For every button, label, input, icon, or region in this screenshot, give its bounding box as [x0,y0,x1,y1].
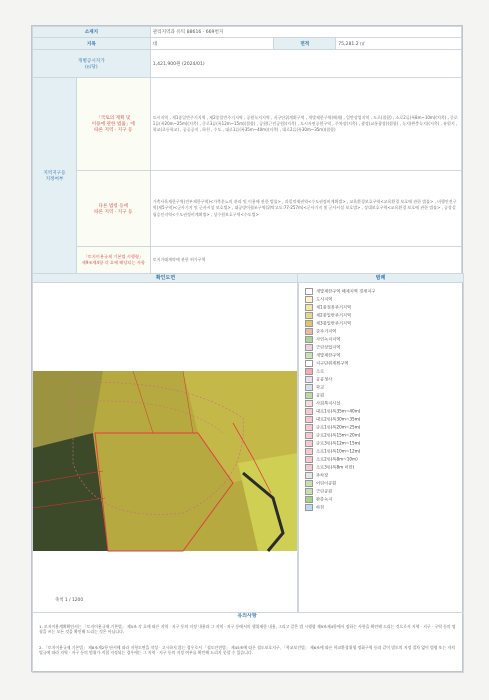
legend-swatch [305,384,313,391]
legend-swatch [305,304,313,311]
legend-swatch [305,312,313,319]
legend-swatch [305,448,313,455]
map-panel [32,282,299,614]
map-title: 확인도면 [32,273,299,283]
price-label: 개별공시지가 (㎡당) [33,50,151,78]
jimok-value: 대 [150,38,274,50]
extra-value: 토지거래계약에 관한 허가구역 [150,247,461,274]
legend-swatch [305,336,313,343]
legend-swatch [305,320,313,327]
legend-item: 중로2류(폭15m~20m) [305,431,360,438]
note-2: 2. 「토지이용규제 기본법」 제8조제2항 단서에 따라 지형도면을 작성 · 고시하지 않는 경우로서 「철도안전법」 제45조에 따른 철도보호지구, 「학교보건법」 제6조에 따른 학교환경위생 정화구역 등과 같이 별도의 지정 절차 없이 법령 또는 자치법규에 따라 지역 · 지구 등의 범위가 직접 지정되는 경우에는 그 지역 · 지구 등의 지정 여부를 확인해 드리지 못할 수 있습니다. [39,645,456,656]
legend-item: 주차장 [305,471,328,478]
note-1: 1. 토지이용계획확인서는 「토지이용규제 기본법」 제5조 각 호에 따른 지역 · 지구 등의 지정 내용과 그 지역 · 지구 등에서의 행위제한 내용, 그리고 같은 법 시행령 제9조제4항에서 정하는 사항을 확인해 드리는 것으로서 지역 · 지구 · 구역 등의 명칭을 쓰는 모든 것을 확인해 드리는 것은 아닙니다. [39,624,456,635]
other-law-label: 다른 법령 등에 따른 지역 · 지구 등 [76,171,150,247]
legend-swatch [305,424,313,431]
document-sheet [31,25,463,672]
legend-swatch [305,376,313,383]
legend-swatch [305,352,313,359]
legend-item: 공공청사 [305,375,332,382]
jimok-label: 지목 [33,38,151,50]
legend-swatch [305,440,313,447]
legend-item: 중로3류(폭12m~15m) [305,439,360,446]
legend-item: 소로1류(폭10m~12m) [305,447,360,454]
legend-item: 지구단위계획구역 [305,359,348,366]
legend-swatch [305,416,313,423]
notes-panel [32,612,464,673]
legend-item: 하천 [305,503,324,510]
legend-swatch [305,392,313,399]
legend-item: 도시지역 [305,295,332,302]
legend-item: 근린상업지역 [305,343,340,350]
legend-swatch [305,368,313,375]
legend-swatch [305,408,313,415]
legend-item: 자연녹지지역 [305,335,340,342]
legend-panel [297,282,464,614]
notes-title: 유의사항 [32,612,462,621]
legend-swatch [305,504,313,511]
extra-label: 「토지이용규제 기본법 시행령」 제9조제4항 각 호에 해당되는 사항 [76,247,150,274]
legend-swatch [305,488,313,495]
legend-item: 준주거지역 [305,327,336,334]
law-label: 「국토의 계획 및 이용에 관한 법률」에 따른 지역 · 지구 등 [76,78,150,171]
info-table [32,26,462,274]
legend-swatch [305,456,313,463]
legend-item: 완충녹지 [305,495,332,502]
map-scale: 축척 1 / 1200 [55,598,84,603]
legend-item: 제2종일반주거지역 [305,311,351,318]
price-value: 1,421,900원 (2024/01) [150,50,461,78]
legend-swatch [305,496,313,503]
legend-item: 근린공원 [305,487,332,494]
legend-swatch [305,360,313,367]
legend-item: 제1종전용주거지역 [305,303,351,310]
legend-item: 개발제한구역 [305,351,340,358]
other-law-text: 가축사육제한구역(전부제한구역)<가축분뇨의 관리 및 이용에 관한 법률> , 과밀억제권역<수도권정비계획법> , 교육환경보호구역<교육환경 보호에 관한 법률> , 비행안전구역(제5구역)<군사기지 및 군사시설 보호법> , 대공방어협조구역(위탁고도:77-257m)<군사기지 및 군사시설 보호법> , 상대보호구역<교육환경 보호에 관한 법률> , 공장설립승인지역<수도권정비계획법> , 상수원보호구역<수도법> [150,171,461,247]
legend-item: 제3종일반주거지역 [305,319,351,326]
legend-item: 소로3류(폭8m 미만) [305,463,354,470]
legend-swatch [305,288,313,295]
legend-item: 공원 [305,391,324,398]
legend-item: 소로 [305,367,324,374]
legend-item: 어린이공원 [305,479,336,486]
legend-item: 개발제한구역 해제지역 경계지구 [305,287,375,294]
parcel-map[interactable] [33,283,298,613]
legend-swatch [305,328,313,335]
area-value: 75,281.2 ㎡ [336,38,462,50]
law-text: 도시지역 , 제1종일반주거지역 , 제2종일반주거지역 , 공원녹지지역 , 지구단위계획구역 , 개발제한구역(해제) , 일반상업지역 , 도로(접합) , 소로2류(폭8m~10m)(저촉) , 중로1류(폭20m~25m)(저촉) , 중로3류(폭12m~15m)(접합) , 공원(근린공원)(저촉) , 도시자연공원구역 , 주차장(저촉) , 광장(교통광장)(접합) , 녹지(완충녹지)(저촉) , 유원지 , 학교(초등학교) , 공공공지 , 하천 , 수도 , 대로1류(폭35m~40m)(저촉) , 대로2류(폭30m~35m)(접합) [150,78,461,171]
legend-swatch [305,432,313,439]
legend-swatch [305,344,313,351]
legend-item: 소로2류(폭8m~10m) [305,455,358,462]
legend-item: 사회복지시설 [305,399,340,406]
legend-item: 대로2류(폭30m~35m) [305,415,360,422]
legend-item: 학교 [305,383,324,390]
location-value: 관리지역과 유틱 88616 · 669번지 [150,27,461,38]
legend-swatch [305,400,313,407]
legend-item: 대로1류(폭35m~40m) [305,407,360,414]
area-label: 면적 [274,38,336,50]
legend-swatch [305,464,313,471]
legend-title: 범례 [297,273,464,283]
legend-item: 중로1류(폭20m~25m) [305,423,360,430]
plan-label: 지역지구등 지정여부 [33,78,77,274]
legend-swatch [305,296,313,303]
location-label: 소재지 [33,27,151,38]
legend-swatch [305,472,313,479]
legend-swatch [305,480,313,487]
